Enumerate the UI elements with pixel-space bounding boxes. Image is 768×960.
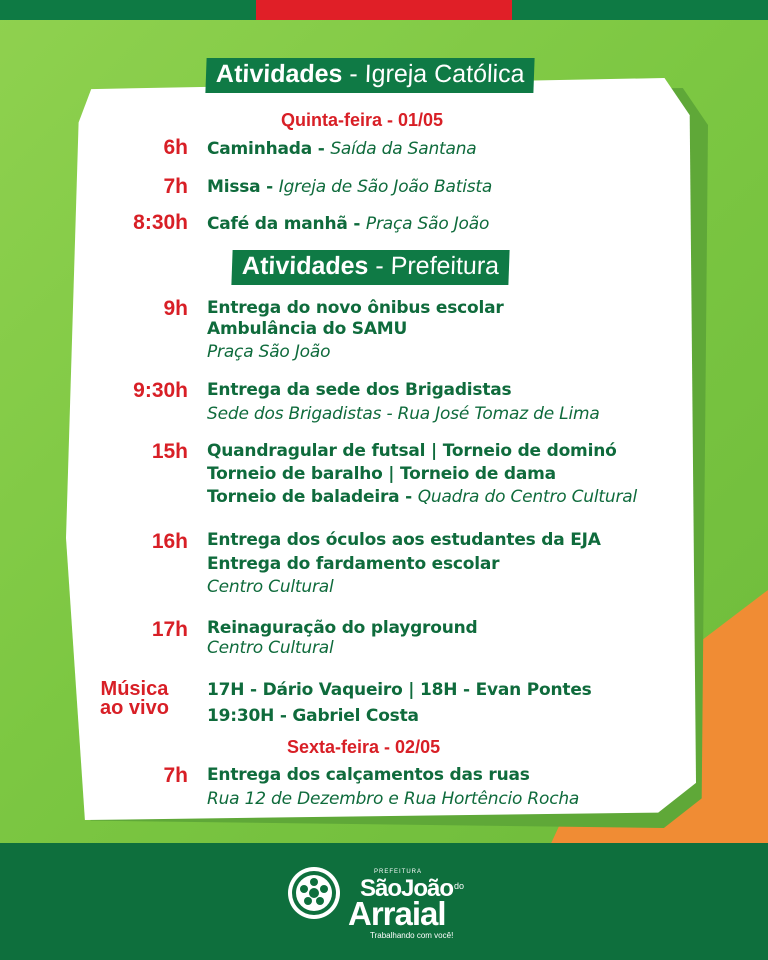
logo-emblem-icon bbox=[288, 867, 340, 919]
prefeitura-logo: PREFEITURA SãoJoão do Arraial Trabalhando com você! bbox=[288, 865, 488, 945]
activity-fardamento: Entrega do fardamento escolar bbox=[207, 554, 500, 574]
activity-brigadistas: Entrega da sede dos Brigadistas bbox=[207, 380, 512, 400]
time-17h: 17h bbox=[151, 618, 188, 641]
day-quinta: Quinta-feira - 01/05 bbox=[281, 110, 444, 130]
time-7h: 7h bbox=[163, 175, 188, 198]
activity-baralho: Torneio de baralho | Torneio de dama bbox=[207, 464, 556, 484]
time-9h: 9h bbox=[163, 297, 188, 320]
time-7h-sexta: 7h bbox=[163, 764, 188, 787]
activity-playground: Reinaguração do playground bbox=[207, 618, 478, 638]
activity-cafe: Café da manhã - Praça São João bbox=[207, 214, 490, 234]
musica-ao-vivo-label: Música ao vivo bbox=[100, 678, 169, 719]
place-centro-cultural-2: Centro Cultural bbox=[207, 638, 334, 658]
activity-onibus: Entrega do novo ônibus escolar bbox=[207, 298, 504, 318]
place-ruas: Rua 12 de Dezembro e Rua Hortêncio Rocha bbox=[207, 789, 580, 809]
heading-igreja: Atividades - Igreja Católica bbox=[205, 58, 535, 93]
top-stripe-green-right bbox=[512, 0, 768, 20]
music-line-2: 19:30H - Gabriel Costa bbox=[207, 706, 419, 726]
time-930h: 9:30h bbox=[133, 379, 188, 402]
heading-prefeitura: Atividades - Prefeitura bbox=[231, 250, 509, 285]
time-15h: 15h bbox=[151, 440, 188, 463]
activity-caminhada: Caminhada - Saída da Santana bbox=[207, 139, 477, 159]
activity-calcamentos: Entrega dos calçamentos das ruas bbox=[207, 765, 530, 785]
top-stripe-red bbox=[256, 0, 512, 20]
place-brigadistas: Sede dos Brigadistas - Rua José Tomaz de Lima bbox=[207, 404, 600, 424]
time-16h: 16h bbox=[151, 530, 188, 553]
top-stripe-green bbox=[0, 0, 256, 20]
activity-ambulancia: Ambulância do SAMU bbox=[207, 319, 408, 339]
time-830h: 8:30h bbox=[133, 211, 188, 234]
day-sexta: Sexta-feira - 02/05 bbox=[287, 737, 441, 757]
activity-oculos: Entrega dos óculos aos estudantes da EJA bbox=[207, 530, 601, 550]
music-line-1: 17H - Dário Vaqueiro | 18H - Evan Pontes bbox=[207, 680, 592, 700]
time-6h: 6h bbox=[163, 136, 188, 159]
place-praca: Praça São João bbox=[207, 342, 331, 362]
activity-futsal: Quandragular de futsal | Torneio de dominó bbox=[207, 441, 617, 461]
activity-missa: Missa - Igreja de São João Batista bbox=[207, 177, 493, 197]
place-centro-cultural: Centro Cultural bbox=[207, 577, 334, 597]
activity-baladeira: Torneio de baladeira - Quadra do Centro Cultural bbox=[207, 487, 637, 507]
